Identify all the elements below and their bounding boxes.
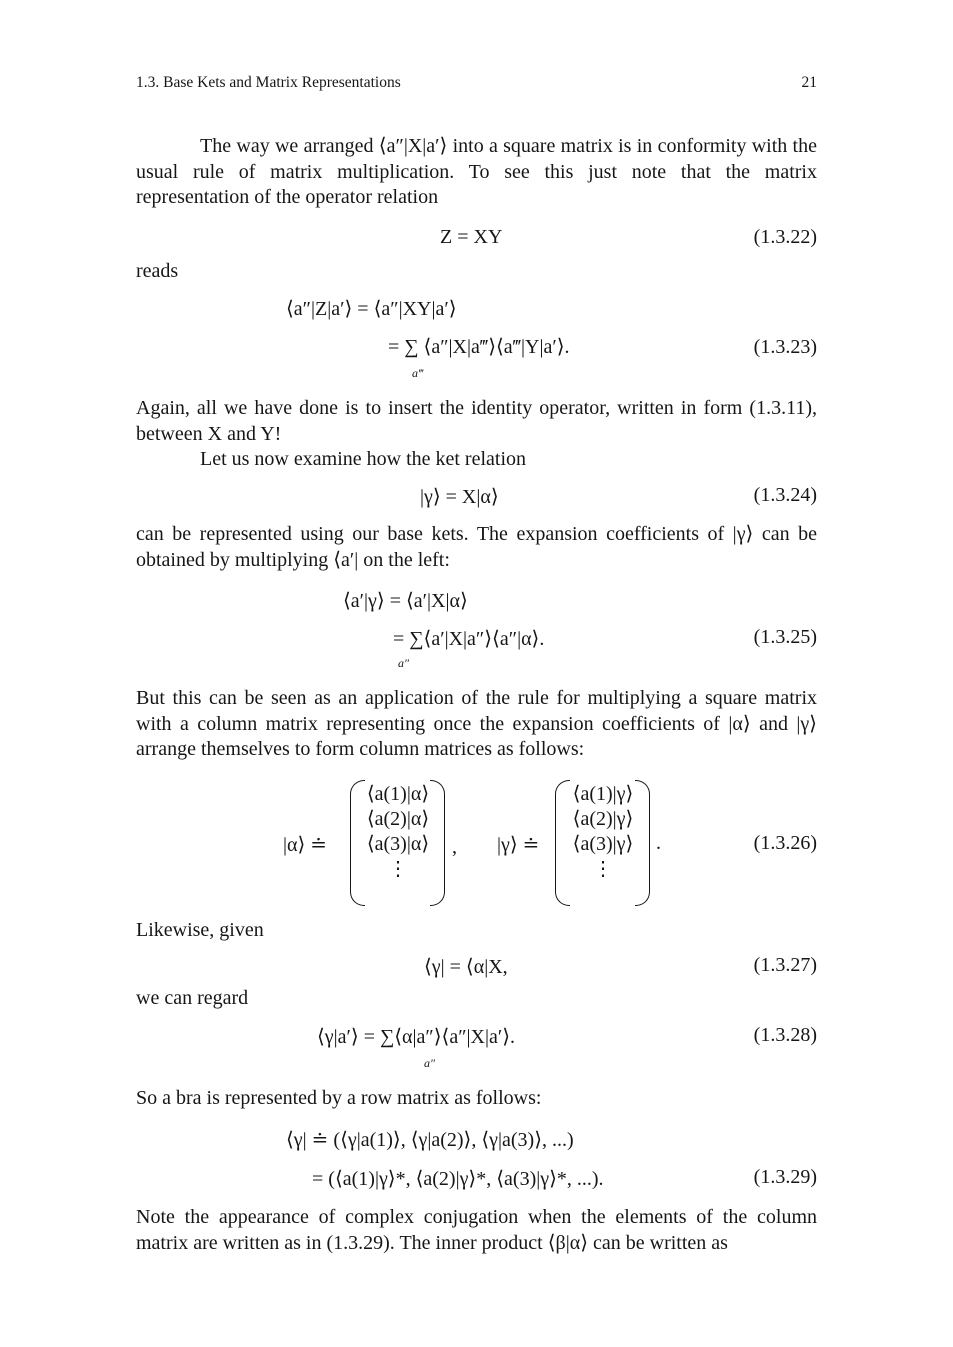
paragraph-5: But this can be seen as an application of the rule for multiplying a square matrix with a column matrix representing once the expansion coefficients of |α⟩ and |γ⟩ arrange themselves to form column matrices as follows: [136,687,817,760]
alpha-ket-label: |α⟩ ≐ [283,834,328,856]
equation-1-3-22: Z = XY [440,226,503,248]
right-column-close-bracket [635,780,650,906]
equation-number-1-3-25: (1.3.25) [753,626,817,648]
equation-1-3-25-line-2: = ∑⟨a′|X|a″⟩⟨a″|α⟩. [393,628,545,650]
equation-1-3-28: ⟨γ|a′⟩ = ∑⟨α|a″⟩⟨a″|X|a′⟩. [317,1026,516,1048]
gamma-column-entries [563,782,643,882]
equation-number-1-3-23: (1.3.23) [753,336,817,358]
equation-1-3-29-line-1: ⟨γ| ≐ (⟨γ|a(1)⟩, ⟨γ|a(2)⟩, ⟨γ|a(3)⟩, ...) [286,1129,574,1151]
paragraph-2: Again, all we have done is to insert the identity operator, written in form (1.3.11), between X and Y! [136,397,817,445]
left-column-close-bracket [430,780,445,906]
sum-index-1-3-28: a″ [424,1056,435,1070]
equation-1-3-27: ⟨γ| = ⟨α|X, [424,956,508,978]
sum-index-1-3-25: a″ [398,656,409,670]
alpha-entry-2: ⟨a(2)|α⟩ [366,808,430,830]
alpha-entry-dots: ⋮ [388,858,408,880]
alpha-column-entries [358,782,438,882]
paragraph-reads: reads [136,260,179,282]
gamma-entry-1: ⟨a(1)|γ⟩ [572,783,634,805]
paragraph-9: Note the appearance of complex conjugation when the elements of the column matrix are written as in (1.3.29). The inner product ⟨β|α⟩ can be written as [136,1206,817,1254]
section-title: 1.3. Base Kets and Matrix Representations [136,74,401,91]
alpha-entry-1: ⟨a(1)|α⟩ [366,783,430,805]
equation-1-3-24: |γ⟩ = X|α⟩ [420,486,499,508]
gamma-ket-label: |γ⟩ ≐ [497,834,540,856]
alpha-entry-3: ⟨a(3)|α⟩ [366,833,430,855]
gamma-entry-dots: ⋮ [593,858,613,880]
equation-number-1-3-26: (1.3.26) [753,832,817,854]
equation-number-1-3-24: (1.3.24) [753,484,817,506]
paragraph-8: So a bra is represented by a row matrix as follows: [136,1087,542,1109]
equation-1-3-29-line-2: = (⟨a(1)|γ⟩*, ⟨a(2)|γ⟩*, ⟨a(3)|γ⟩*, ...). [312,1168,604,1190]
gamma-entry-3: ⟨a(3)|γ⟩ [572,833,634,855]
paragraph-3: Let us now examine how the ket relation [200,448,527,470]
equation-number-1-3-27: (1.3.27) [753,954,817,976]
equation-number-1-3-28: (1.3.28) [753,1024,817,1046]
sum-index-1-3-23: a‴ [412,366,424,380]
comma: , [452,836,457,858]
page-number: 21 [801,74,817,91]
equation-1-3-23-line-1: ⟨a″|Z|a′⟩ = ⟨a″|XY|a′⟩ [286,298,457,320]
equation-1-3-23-line-2: = ∑ ⟨a″|X|a‴⟩⟨a‴|Y|a′⟩. [388,336,570,358]
equation-1-3-25-line-1: ⟨a′|γ⟩ = ⟨a′|X|α⟩ [343,590,468,612]
paragraph-4: can be represented using our base kets. The expansion coefficients of |γ⟩ can be obtained by multiplying ⟨a′| on the left: [136,523,817,571]
paragraph-1: The way we arranged ⟨a″|X|a′⟩ into a square matrix is in conformity with the usual rule of matrix multiplication. To see this just note that the matrix representation of the operator relation [136,135,817,208]
gamma-entry-2: ⟨a(2)|γ⟩ [572,808,634,830]
period: . [656,832,661,854]
running-header [136,74,817,92]
equation-number-1-3-29: (1.3.29) [753,1166,817,1188]
paragraph-7: we can regard [136,987,249,1009]
equation-number-1-3-22: (1.3.22) [753,226,817,248]
paragraph-6: Likewise, given [136,919,264,941]
